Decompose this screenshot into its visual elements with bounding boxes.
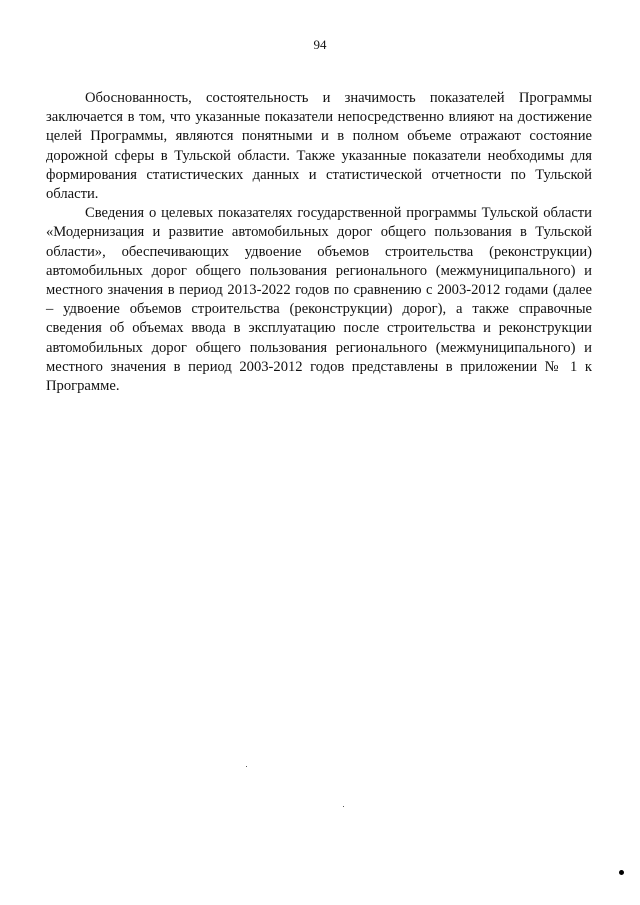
scan-speck [343, 806, 344, 807]
paragraph-target-indicators-info: Сведения о целевых показателях государственной программы Тульской области «Модернизация и развитие автомобильных дорог общего пользования в Тульской области», обеспечивающих удвоение объемов строительства (реконструкции) автомобильных дорог общего пользования регионального (межмуниципального) и местного значения в период 2013-2022 годов по сравнению с 2003-2012 годами (далее – удвоение объемов строительства (реконструкции) дорог), а также справочные сведения об объемах ввода в эксплуатацию после строительства и реконструкции автомобильных дорог общего пользования регионального (межмуниципального) и местного значения в период 2003-2012 годов представлены в приложении № 1 к Программе. [46, 205, 592, 395]
scan-dot [619, 870, 624, 875]
body-text [46, 89, 592, 396]
page-number: 94 [313, 37, 327, 52]
scan-speck [246, 766, 247, 767]
paragraph-indicators-justification: Обоснованность, состоятельность и значимость показателей Программы заключается в том, что указанные показатели непосредственно влияют на достижение целей Программы, являются понятными и в полном объеме отражают состояние дорожной сферы в Тульской области. Также указанные показатели необходимы для формирования статистических данных и статистической отчетности по Тульской области. [46, 90, 592, 203]
